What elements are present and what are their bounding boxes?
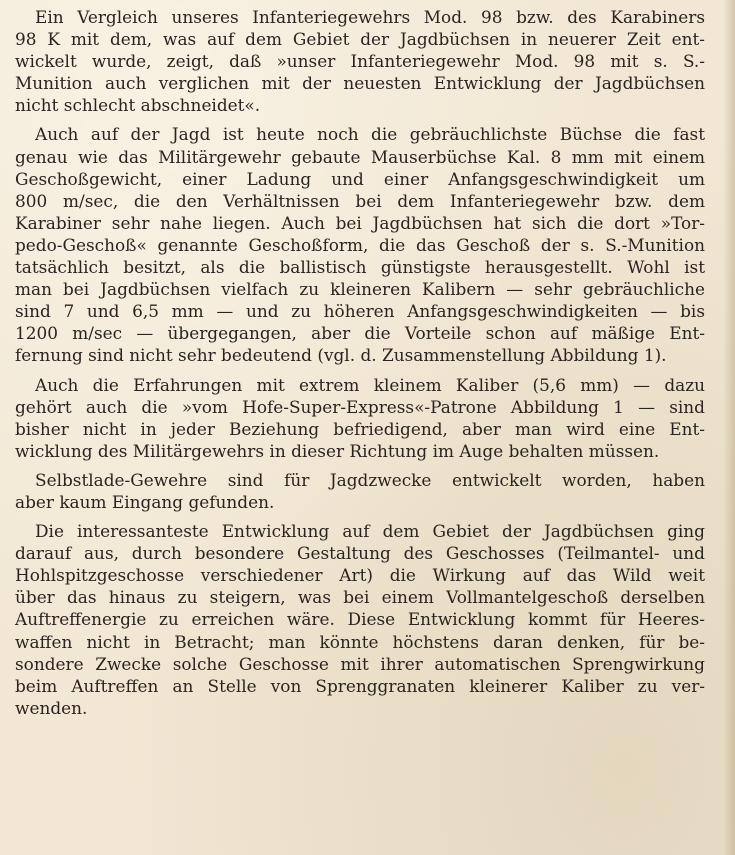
text-line: Ein Vergleich unseres Infanteriegewehrs Mod. 98 bzw. des Karabiners: [35, 7, 705, 27]
text-line: 800 m/sec, die den Verhältnissen bei dem Infanteriegewehr bzw. dem: [15, 190, 705, 211]
text-line: wenden.: [15, 697, 88, 718]
paragraph-1: [15, 6, 705, 116]
text-line: Karabiner sehr nahe liegen. Auch bei Jagdbüchsen hat sich die dort »Tor-: [15, 212, 705, 233]
text-line: sondere Zwecke solche Geschosse mit ihrer automatischen Sprengwirkung: [15, 653, 705, 674]
text-line: 1200 m/sec — übergegangen, aber die Vorteile schon auf mäßige Ent-: [15, 323, 705, 344]
text-line: gehört auch die »vom Hofe-Super-Express«-Patrone Abbildung 1 — sind: [15, 396, 705, 417]
text-line: nicht schlecht abschneidet«.: [15, 95, 261, 116]
page-edge-shadow: [723, 0, 735, 855]
text-line: Auch die Erfahrungen mit extrem kleinem Kaliber (5,6 mm) — dazu: [35, 374, 705, 395]
paragraph-5: [15, 520, 705, 719]
text-line: pedo-Geschoß« genannte Geschoßform, die das Geschoß der s. S.-Munition: [15, 234, 705, 255]
text-line: genau wie das Militärgewehr gebaute Mauserbüchse Kal. 8 mm mit einem: [15, 146, 705, 167]
paragraph-2: [15, 123, 705, 366]
text-line: fernung sind nicht sehr bedeutend (vgl. d. Zusammenstellung Abbildung 1).: [15, 345, 667, 366]
text-line: beim Auftreffen an Stelle von Sprenggranaten kleinerer Kaliber zu ver-: [15, 675, 705, 696]
text-line: Munition auch verglichen mit der neuesten Entwicklung der Jagdbüchsen: [15, 73, 705, 94]
text-line: darauf aus, durch besondere Gestaltung des Geschosses (Teilmantel- und: [15, 543, 705, 564]
text-line: tatsächlich besitzt, als die ballistisch günstigste herausgestellt. Wohl ist: [15, 257, 705, 278]
text-line: Auch auf der Jagd ist heute noch die gebräuchlichste Büchse die fast: [35, 124, 705, 145]
text-line: aber kaum Eingang gefunden.: [15, 491, 275, 512]
text-line: 98 K mit dem, was auf dem Gebiet der Jagdbüchsen in neuerer Zeit ent-: [15, 29, 705, 50]
text-line: Auftreffenergie zu erreichen wäre. Diese Entwicklung kommt für Heeres-: [15, 609, 705, 630]
paragraph-3: [15, 374, 705, 462]
text-line: bisher nicht in jeder Beziehung befriedigend, aber man wird eine Ent-: [15, 418, 705, 439]
text-line: Die interessanteste Entwicklung auf dem Gebiet der Jagdbüchsen ging: [35, 521, 705, 542]
text-line: sind 7 und 6,5 mm — und zu höheren Anfangsgeschwindigkeiten — bis: [15, 301, 705, 322]
book-page: [15, 6, 705, 719]
text-line: wicklung des Militärgewehrs in dieser Richtung im Auge behalten müssen.: [15, 440, 660, 461]
text-line: Selbstlade-Gewehre sind für Jagdzwecke entwickelt worden, haben: [35, 469, 705, 490]
text-line: Geschoßgewicht, einer Ladung und einer Anfangsgeschwindigkeit um: [15, 168, 705, 189]
text-line: über das hinaus zu steigern, was bei einem Vollmantelgeschoß derselben: [15, 587, 705, 608]
text-line: wickelt wurde, zeigt, daß »unser Infanteriegewehr Mod. 98 mit s. S.-: [15, 51, 705, 72]
text-line: Hohlspitzgeschosse verschiedener Art) die Wirkung auf das Wild weit: [15, 565, 705, 586]
text-line: waffen nicht in Betracht; man könnte höchstens daran denken, für be-: [15, 631, 705, 652]
paragraph-4: [15, 469, 705, 513]
text-line: man bei Jagdbüchsen vielfach zu kleineren Kalibern — sehr gebräuchliche: [15, 279, 705, 300]
